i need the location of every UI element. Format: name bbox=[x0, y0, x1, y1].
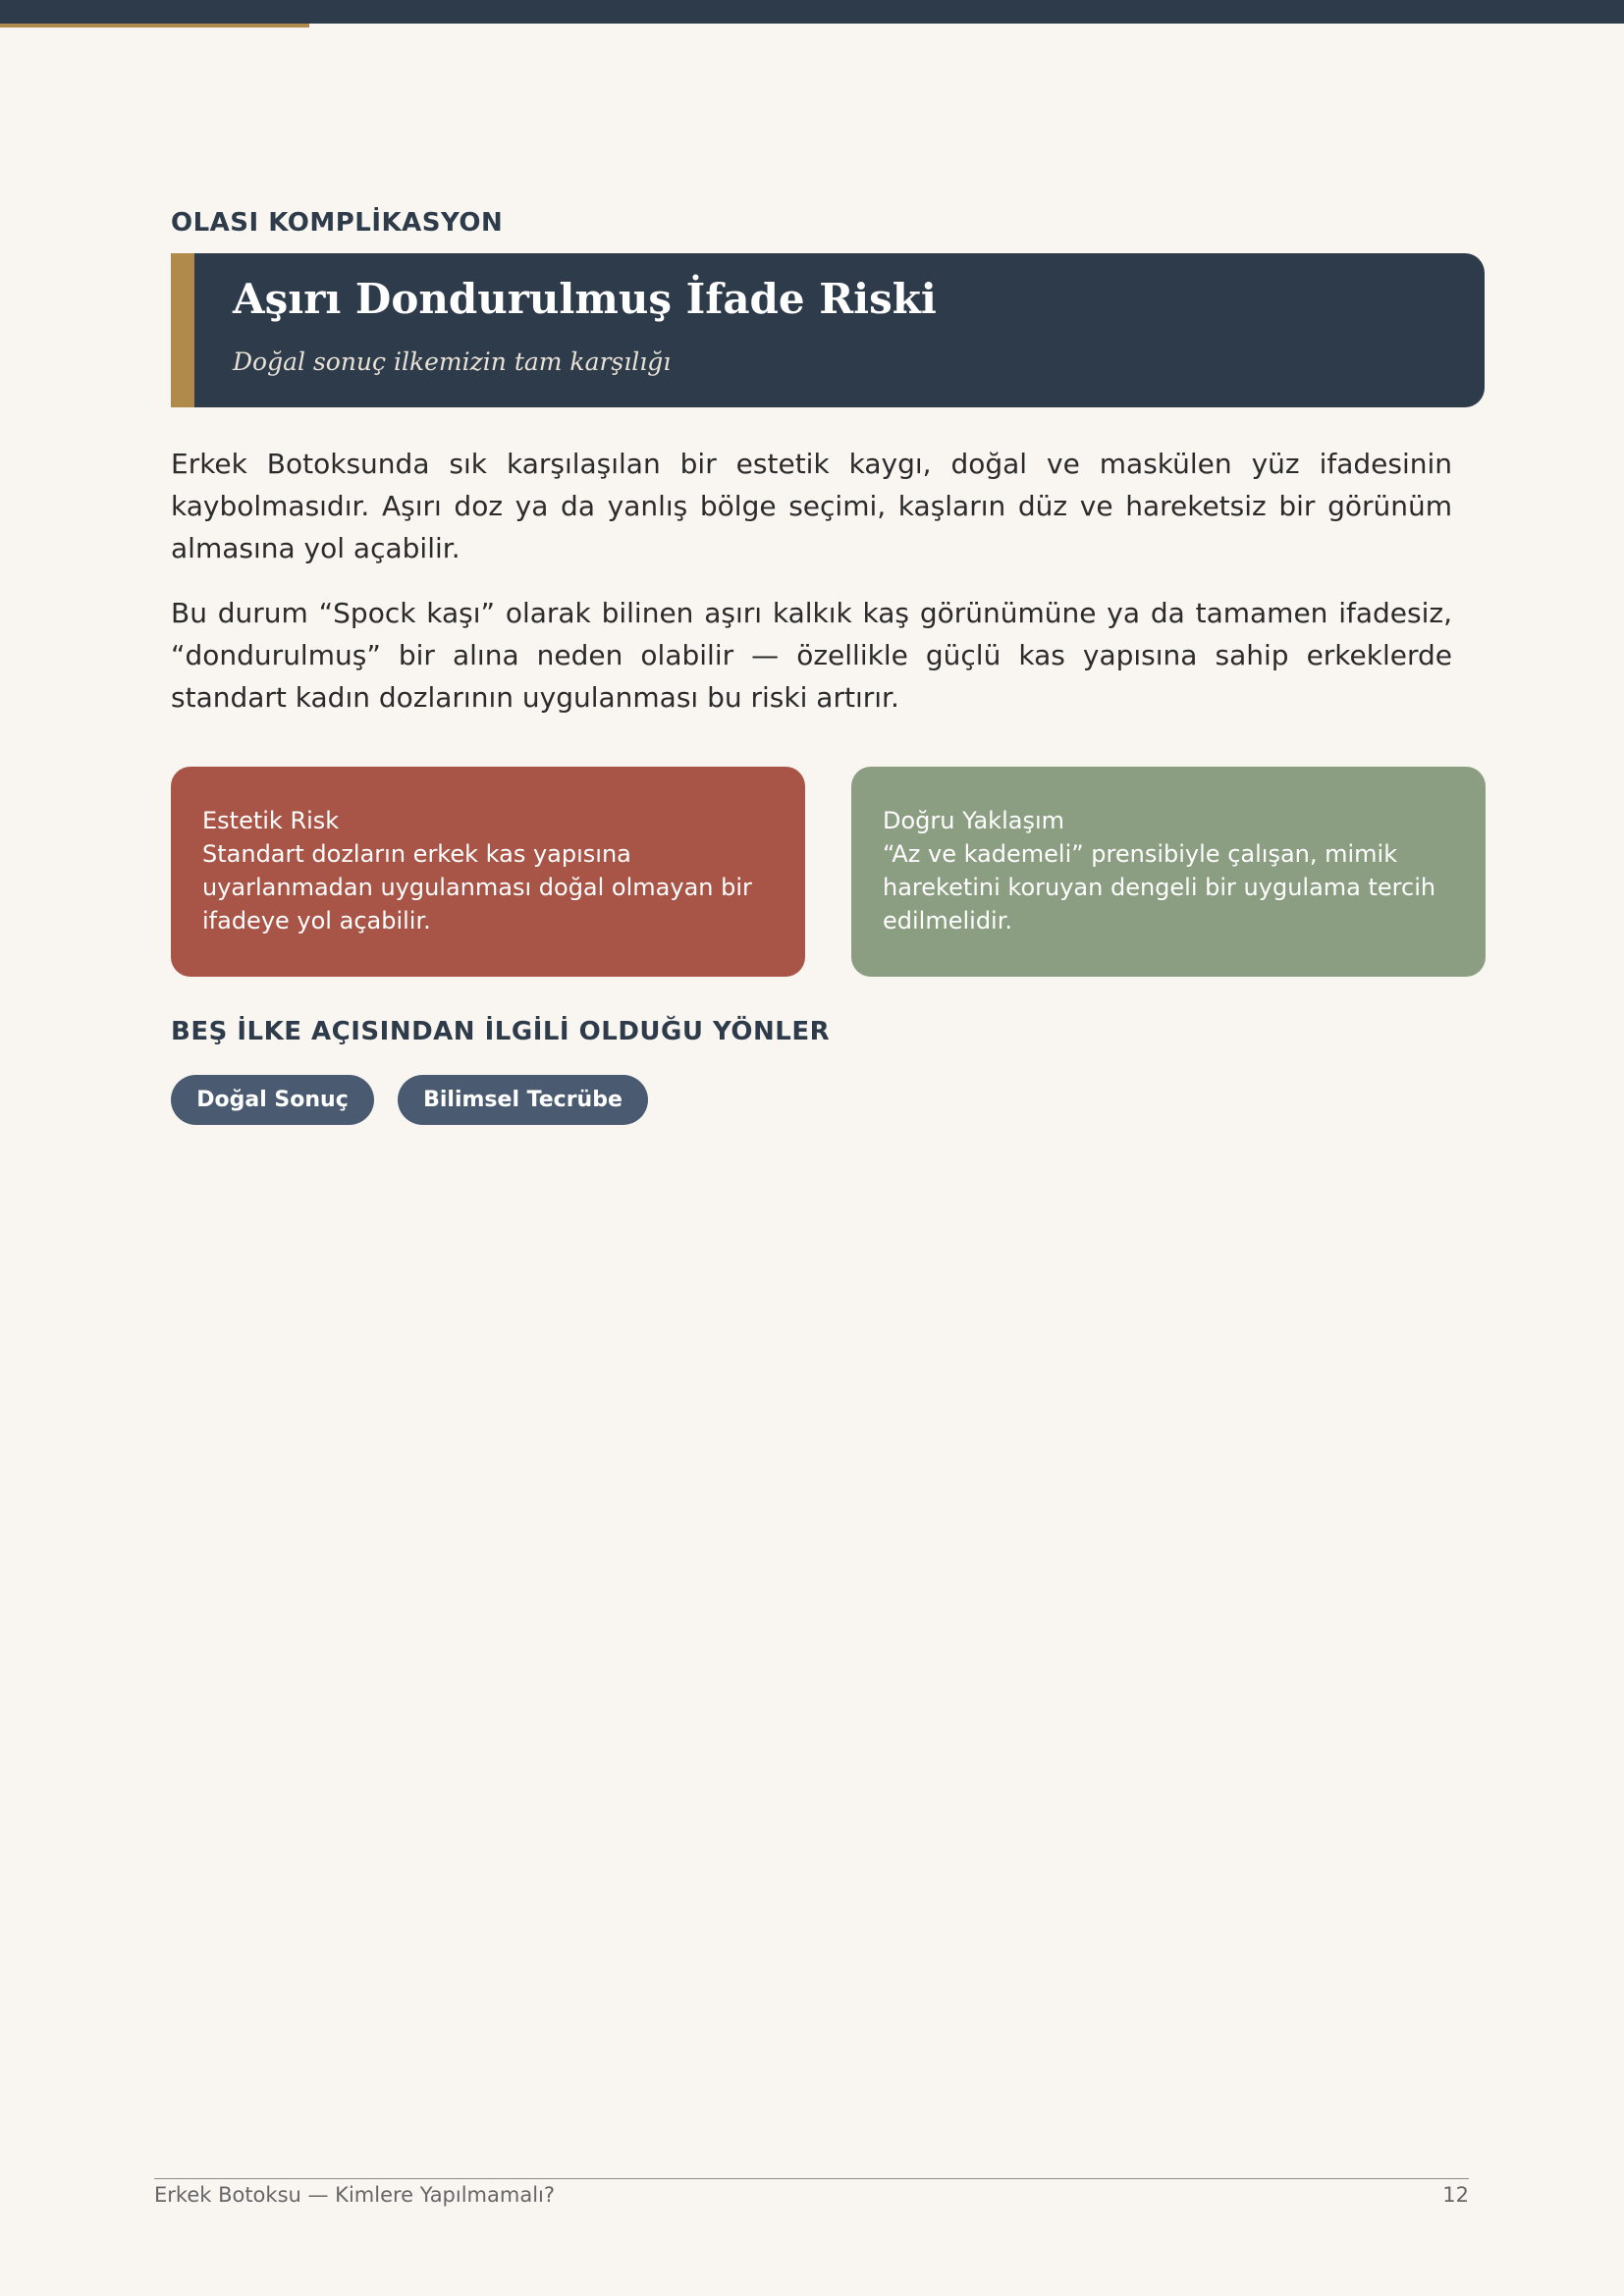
risk-box-text: Standart dozların erkek kas yapısına uyarlanmadan uygulanması doğal olmayan bir ifadeye yol açabilir. bbox=[202, 840, 752, 934]
top-accent-line bbox=[0, 24, 309, 27]
approach-box-title: Doğru Yaklaşım bbox=[883, 807, 1064, 834]
title-card-accent bbox=[171, 253, 194, 407]
title-card bbox=[171, 253, 1485, 407]
footer-divider bbox=[154, 2178, 1469, 2179]
page-number: 12 bbox=[1442, 2183, 1469, 2207]
page-title: Aşırı Dondurulmuş İfade Riski bbox=[233, 275, 937, 323]
body-paragraph-2: Bu durum “Spock kaşı” olarak bilinen aşırı kalkık kaş görünümüne ya da tamamen ifadesiz, “dondurulmuş” bir alına neden olabilir — özellikle güçlü kas yapısına sahip erkeklerde standart kadın dozlarının uygulanması bu riski artırır. bbox=[171, 597, 1452, 714]
body-paragraph-1: Erkek Botoksunda sık karşılaşılan bir estetik kaygı, doğal ve maskülen yüz ifadesinin kaybolmasıdır. Aşırı doz ya da yanlış bölge seçimi, kaşların düz ve hareketsiz bir görünüm almasına yol açabilir. bbox=[171, 448, 1452, 564]
principles-label: BEŞ İLKE AÇISINDAN İLGİLİ OLDUĞU YÖNLER bbox=[171, 1017, 831, 1046]
top-bar bbox=[0, 0, 1624, 24]
section-label: OLASI KOMPLİKASYON bbox=[171, 208, 504, 238]
approach-box bbox=[851, 767, 1486, 977]
risk-box-title: Estetik Risk bbox=[202, 807, 340, 834]
tag-scientific-experience: Bilimsel Tecrübe bbox=[398, 1075, 648, 1125]
approach-box-text: “Az ve kademeli” prensibiyle çalışan, mimik hareketini koruyan dengeli bir uygulama tercih edilmelidir. bbox=[883, 840, 1436, 934]
tag-natural-result: Doğal Sonuç bbox=[171, 1075, 374, 1125]
footer-title: Erkek Botoksu — Kimlere Yapılmamalı? bbox=[154, 2183, 556, 2207]
risk-box bbox=[171, 767, 805, 977]
page-subtitle: Doğal sonuç ilkemizin tam karşılığı bbox=[233, 347, 672, 376]
